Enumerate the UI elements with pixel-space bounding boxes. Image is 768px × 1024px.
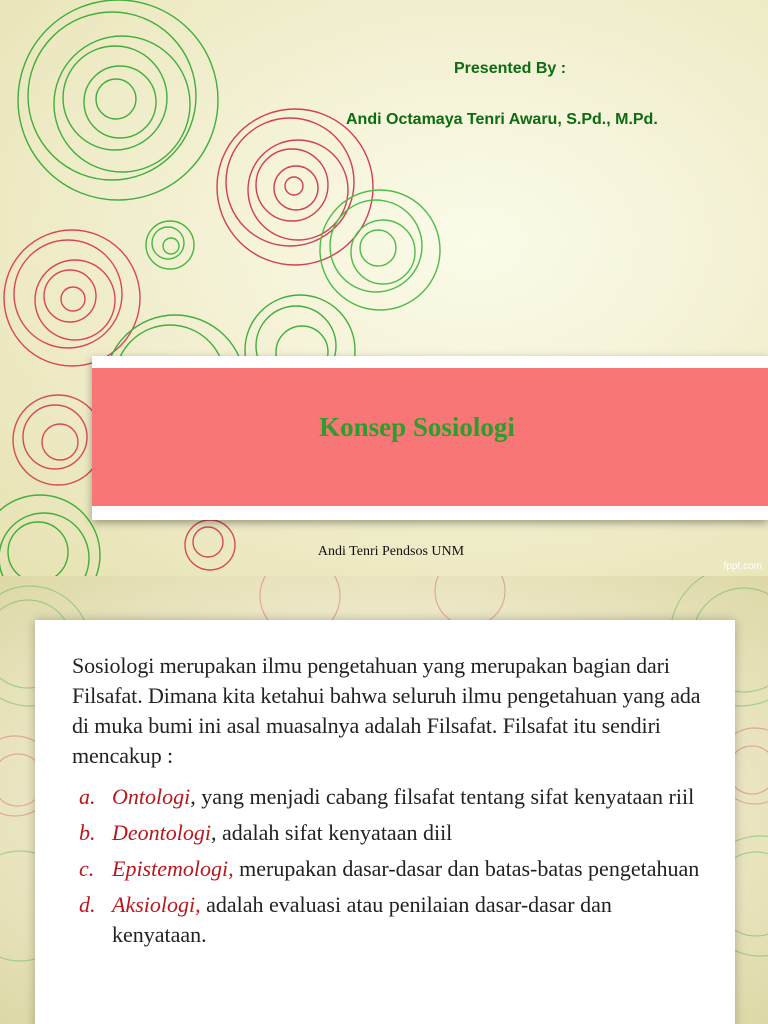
list-term: Epistemologi, xyxy=(112,856,234,881)
philosophy-branches-list xyxy=(35,782,735,956)
watermark: fppt.com xyxy=(723,561,762,572)
slide-footer xyxy=(0,544,768,560)
list-item xyxy=(35,782,735,812)
author-name: Andi Octamaya Tenri Awaru, S.Pd., M.Pd. xyxy=(346,111,658,128)
list-term: Deontologi xyxy=(112,820,211,845)
footer-text: Andi Tenri Pendsos UNM xyxy=(317,544,465,559)
list-marker: c. xyxy=(79,856,95,881)
title-band-fill xyxy=(92,368,768,506)
list-term: Aksiologi, xyxy=(112,892,201,917)
list-marker: a. xyxy=(79,784,96,809)
list-term: Ontologi xyxy=(112,784,191,809)
content-card xyxy=(35,620,735,1024)
list-text: , adalah sifat kenyataan diil xyxy=(211,820,453,845)
list-marker: d. xyxy=(79,892,96,917)
intro-paragraph: Sosiologi merupakan ilmu pengetahuan yang merupakan bagian dari Filsafat. Dimana kita ketahui bahwa seluruh ilmu pengetahuan yang ada di muka bumi ini asal muasalnya adalah Filsafat. Filsafat itu sendiri mencakup : xyxy=(72,653,701,768)
slide-title: Konsep Sosiologi xyxy=(319,411,515,442)
presented-by-label: Presented By : xyxy=(454,60,567,77)
list-item xyxy=(35,854,735,884)
content-slide xyxy=(0,576,768,1024)
list-item xyxy=(35,818,735,848)
list-text: , yang menjadi cabang filsafat tentang sifat kenyataan riil xyxy=(190,784,695,809)
list-marker: b. xyxy=(79,820,96,845)
list-text: merupakan dasar-dasar dan batas-batas pengetahuan xyxy=(233,856,700,881)
list-text: adalah evaluasi atau penilaian dasar-dasar dan kenyataan. xyxy=(112,892,612,947)
list-item xyxy=(35,890,735,950)
title-band xyxy=(92,356,768,520)
